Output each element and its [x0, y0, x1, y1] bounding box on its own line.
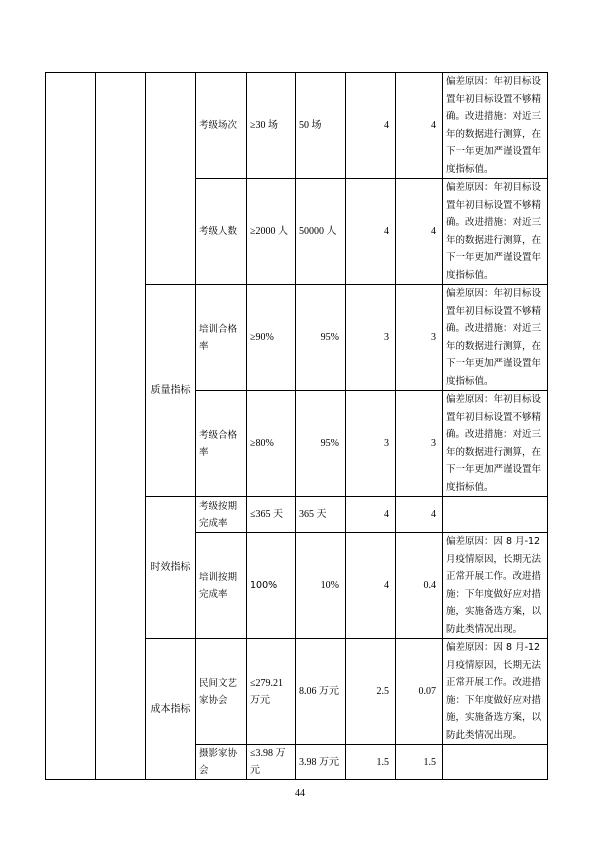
- indicator-name: 考级人数: [196, 179, 247, 285]
- deviation-note: [443, 745, 548, 780]
- indicator-weight: 1.5: [346, 745, 396, 780]
- deviation-note: 偏差原因：年初目标设置年初目标设置不够精确。改进措施：对近三年的数据进行测算，在下一年更加严谨设置年度指标值。: [443, 179, 548, 285]
- deviation-note: 偏差原因：年初目标设置年初目标设置不够精确。改进措施：对近三年的数据进行测算，在下一年更加严谨设置年度指标值。: [443, 391, 548, 497]
- category-cost: 成本指标: [146, 639, 196, 780]
- indicator-name: 考级按期完成率: [196, 497, 247, 533]
- indicator-target: ≥2000 人: [247, 179, 296, 285]
- indicator-weight: 4: [346, 533, 396, 639]
- performance-table: [45, 72, 548, 780]
- indicator-weight: 4: [346, 73, 396, 179]
- category-timeliness: 时效指标: [146, 497, 196, 639]
- indicator-score: 4: [396, 179, 443, 285]
- deviation-note: [443, 497, 548, 533]
- indicator-score: 3: [396, 391, 443, 497]
- deviation-note: 偏差原因：因 8 月-12 月疫情原因，长期无法正常开展工作。改进措施：下年度做好应对措施，实施备选方案，以防此类情况出现。: [443, 533, 548, 639]
- indicator-target: ≥30 场: [247, 73, 296, 179]
- indicator-actual: 50 场: [296, 73, 346, 179]
- indicator-score: 1.5: [396, 745, 443, 780]
- indicator-name: 考级合格率: [196, 391, 247, 497]
- indicator-target: ≥80%: [247, 391, 296, 497]
- indicator-target: ≤3.98 万元: [247, 745, 296, 780]
- indicator-weight: 2.5: [346, 639, 396, 745]
- indicator-score: 3: [396, 285, 443, 391]
- indicator-weight: 4: [346, 179, 396, 285]
- blank-cell: [46, 73, 96, 780]
- deviation-note: 偏差原因：年初目标设置年初目标设置不够精确。改进措施：对近三年的数据进行测算，在下一年更加严谨设置年度指标值。: [443, 73, 548, 179]
- indicator-score: 4: [396, 73, 443, 179]
- indicator-actual: 365 天: [296, 497, 346, 533]
- indicator-score: 4: [396, 497, 443, 533]
- indicator-name: 民间文艺家协会: [196, 639, 247, 745]
- blank-cell: [96, 73, 146, 780]
- indicator-target: 100%: [247, 533, 296, 639]
- indicator-target: ≥90%: [247, 285, 296, 391]
- indicator-score: 0.4: [396, 533, 443, 639]
- indicator-weight: 3: [346, 285, 396, 391]
- indicator-weight: 4: [346, 497, 396, 533]
- indicator-actual: 50000 人: [296, 179, 346, 285]
- indicator-name: 摄影家协会: [196, 745, 247, 780]
- indicator-actual: 8.06 万元: [296, 639, 346, 745]
- category-cell: [146, 73, 196, 285]
- indicator-actual: 3.98 万元: [296, 745, 346, 780]
- indicator-target: ≤279.21 万元: [247, 639, 296, 745]
- indicator-actual: 95%: [296, 285, 346, 391]
- indicator-actual: 95%: [296, 391, 346, 497]
- indicator-name: 培训合格率: [196, 285, 247, 391]
- table-row: [46, 73, 548, 179]
- deviation-note: 偏差原因：因 8 月-12 月疫情原因，长期无法正常开展工作。改进措施：下年度做好应对措施，实施备选方案，以防此类情况出现。: [443, 639, 548, 745]
- indicator-score: 0.07: [396, 639, 443, 745]
- indicator-target: ≤365 天: [247, 497, 296, 533]
- indicator-actual: 10%: [296, 533, 346, 639]
- category-quality: 质量指标: [146, 285, 196, 497]
- page-number: 44: [295, 788, 305, 799]
- indicator-name: 培训按期完成率: [196, 533, 247, 639]
- indicator-name: 考级场次: [196, 73, 247, 179]
- indicator-weight: 3: [346, 391, 396, 497]
- deviation-note: 偏差原因：年初目标设置年初目标设置不够精确。改进措施：对近三年的数据进行测算，在下一年更加严谨设置年度指标值。: [443, 285, 548, 391]
